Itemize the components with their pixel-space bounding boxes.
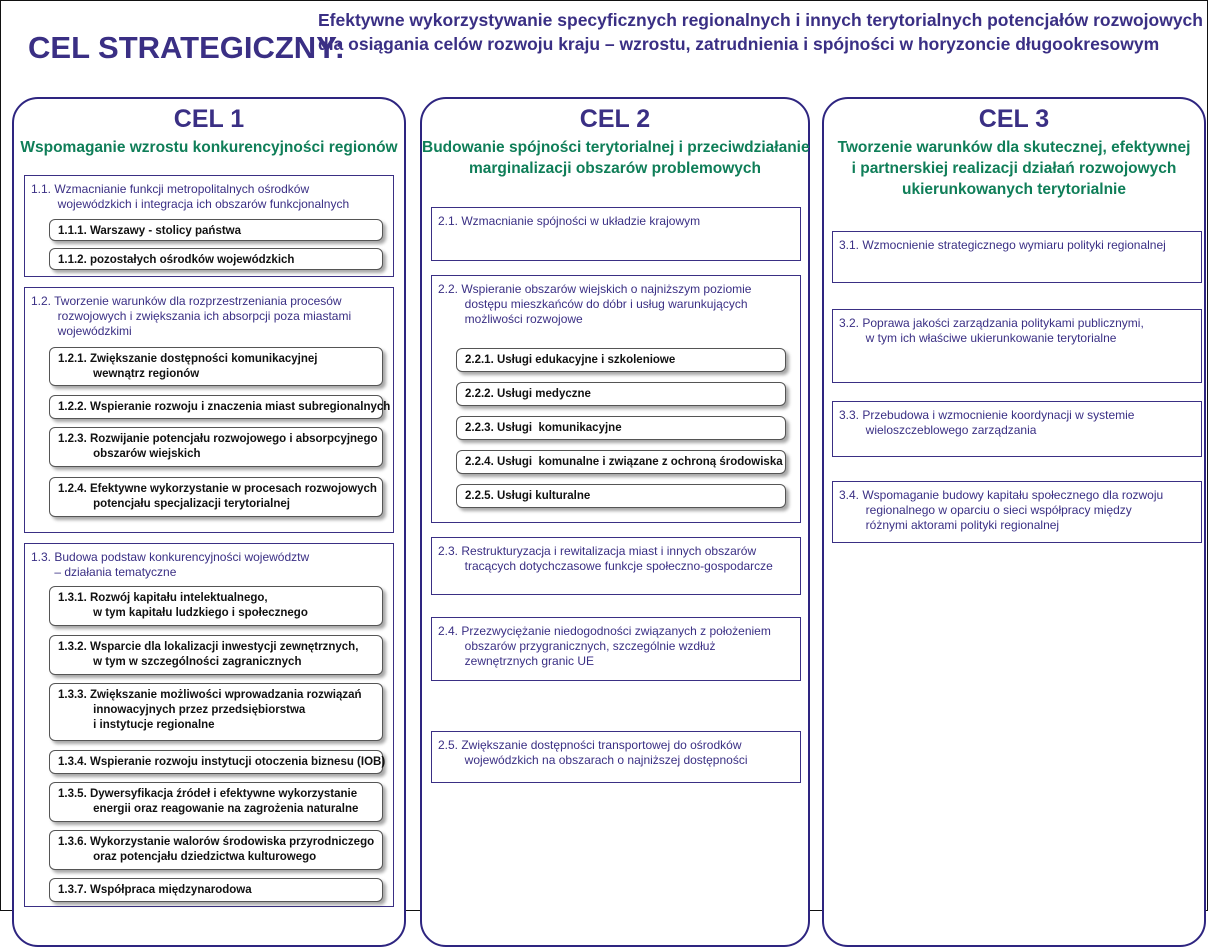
sub-goal-2-5 bbox=[431, 731, 801, 783]
sub-goal-text: 1.3. Budowa podstaw konkurencyjności województw – działania tematyczne bbox=[31, 550, 310, 579]
action-item-text: 1.2.4. Efektywne wykorzystanie w procesach rozwojowych potencjału specjalizacji terytorialnej bbox=[58, 483, 377, 510]
action-item-text: 1.2.3. Rozwijanie potencjału rozwojowego i absorpcyjnego obszarów wiejskich bbox=[58, 433, 378, 460]
action-item bbox=[49, 219, 383, 241]
action-item bbox=[456, 484, 786, 508]
sub-goal-text: 3.1. Wzmocnienie strategicznego wymiaru polityki regionalnej bbox=[839, 238, 1166, 252]
action-item-text: 1.3.3. Zwiększanie możliwości wprowadzania rozwiązań innowacyjnych przez przedsiębiorstwa i instytucje regionalne bbox=[58, 689, 362, 731]
sub-goal-text: 1.1. Wzmacnianie funkcji metropolitalnych ośrodków wojewódzkich i integracja ich obszarów funkcjonalnych bbox=[31, 182, 350, 211]
action-item bbox=[49, 878, 383, 902]
action-item bbox=[456, 450, 786, 474]
goal-column-1 bbox=[12, 97, 406, 947]
action-item-text: 1.2.1. Zwiększanie dostępności komunikacyjnej wewnątrz regionów bbox=[58, 353, 318, 380]
action-item bbox=[456, 416, 786, 440]
goal-column-3 bbox=[822, 97, 1206, 947]
action-item bbox=[49, 683, 383, 741]
sub-goal-text: 2.5. Zwiększanie dostępności transportowej do ośrodków wojewódzkich na obszarach o najniższej dostępności bbox=[438, 738, 748, 767]
action-item-text: 1.2.2. Wspieranie rozwoju i znaczenia miast subregionalnych bbox=[58, 401, 391, 413]
sub-goal-2-4 bbox=[431, 617, 801, 681]
action-item bbox=[456, 382, 786, 406]
goal-column-subtitle: Budowanie spójności terytorialnej i przeciwdziałanie marginalizacji obszarów problemowych bbox=[422, 139, 810, 177]
sub-goal-1-3 bbox=[24, 543, 394, 907]
goal-column-2 bbox=[420, 97, 810, 947]
strategic-goal-label: CEL STRATEGICZNY: bbox=[28, 30, 345, 65]
action-item bbox=[49, 782, 383, 822]
action-item-text: 1.3.6. Wykorzystanie walorów środowiska przyrodniczego oraz potencjału dziedzictwa kulturowego bbox=[58, 836, 375, 863]
action-item-text: 1.3.7. Współpraca międzynarodowa bbox=[58, 884, 252, 896]
action-item-text: 2.2.4. Usługi komunalne i związane z ochroną środowiska bbox=[465, 456, 783, 468]
sub-goal-2-2 bbox=[431, 275, 801, 523]
sub-goal-3-4 bbox=[832, 481, 1202, 543]
action-item bbox=[49, 347, 383, 386]
action-item-text: 1.1.1. Warszawy - stolicy państwa bbox=[58, 225, 242, 237]
sub-goal-text: 3.4. Wspomaganie budowy kapitału społecznego dla rozwoju regionalnego w oparciu o sieci współpracy między różnymi aktorami polityki regionalnej bbox=[839, 488, 1164, 532]
sub-goal-1-2 bbox=[24, 287, 394, 533]
sub-goal-text: 3.3. Przebudowa i wzmocnienie koordynacji w systemie wieloszczeblowego zarządzania bbox=[839, 408, 1135, 437]
strategic-goal-header bbox=[28, 8, 1208, 78]
action-item-text: 2.2.2. Usługi medyczne bbox=[465, 388, 591, 400]
action-item bbox=[49, 750, 386, 774]
action-item-text: 1.3.1. Rozwój kapitału intelektualnego, w tym kapitału ludzkiego i społecznego bbox=[58, 592, 308, 619]
goal-column-subtitle: Wspomaganie wzrostu konkurencyjności regionów bbox=[20, 139, 398, 156]
goal-column-title: CEL 3 bbox=[978, 105, 1050, 133]
sub-goal-text: 3.2. Poprawa jakości zarządzania politykami publicznymi, w tym ich właściwe ukierunkowanie terytorialne bbox=[839, 316, 1144, 345]
action-item-text: 1.3.2. Wsparcie dla lokalizacji inwestycji zewnętrznych, w tym w szczególności zagranicznych bbox=[58, 641, 359, 668]
sub-goal-text: 2.1. Wzmacnianie spójności w układzie krajowym bbox=[438, 214, 701, 228]
sub-goal-2-3 bbox=[431, 537, 801, 595]
strategic-goal-text: Efektywne wykorzystywanie specyficznych regionalnych i innych terytorialnych potencjałów rozwojowych dla osiągania celów rozwoju kraju – wzrostu, zatrudnienia i spójności w horyzoncie długookresowym bbox=[318, 10, 1203, 54]
sub-goal-text: 2.2. Wspieranie obszarów wiejskich o najniższym poziomie dostępu mieszkańców do dóbr i usług warunkujących możliwości rozwojowe bbox=[438, 282, 752, 326]
action-item bbox=[49, 635, 383, 675]
action-item-text: 2.2.5. Usługi kulturalne bbox=[465, 490, 591, 502]
sub-goal-2-1 bbox=[431, 207, 801, 261]
action-item-text: 2.2.3. Usługi komunikacyjne bbox=[465, 422, 622, 434]
action-item bbox=[49, 477, 383, 517]
sub-goal-3-2 bbox=[832, 309, 1202, 383]
sub-goal-text: 1.2. Tworzenie warunków dla rozprzestrzeniania procesów rozwojowych i zwiększania ich absorpcji poza miastami wojewódzkimi bbox=[31, 294, 352, 338]
action-item bbox=[49, 830, 383, 870]
sub-goal-1-1 bbox=[24, 175, 394, 277]
action-item bbox=[49, 395, 391, 419]
sub-goal-3-1 bbox=[832, 231, 1202, 283]
action-item-text: 1.1.2. pozostałych ośrodków wojewódzkich bbox=[58, 254, 295, 266]
action-item bbox=[49, 586, 383, 626]
action-item bbox=[49, 248, 383, 270]
goal-column-title: CEL 2 bbox=[579, 105, 651, 133]
goal-column-subtitle: Tworzenie warunków dla skutecznej, efektywnej i partnerskiej realizacji działań rozwojowych ukierunkowanych terytorialnie bbox=[837, 139, 1191, 198]
action-item bbox=[49, 427, 383, 467]
action-item-text: 1.3.4. Wspieranie rozwoju instytucji otoczenia biznesu (IOB) bbox=[58, 756, 386, 768]
action-item bbox=[456, 348, 786, 372]
sub-goal-text: 2.3. Restrukturyzacja i rewitalizacja miast i innych obszarów tracących dotychczasowe funkcje społeczno-gospodarcze bbox=[438, 544, 773, 573]
action-item-text: 2.2.1. Usługi edukacyjne i szkoleniowe bbox=[465, 354, 676, 366]
sub-goal-3-3 bbox=[832, 401, 1202, 457]
sub-goal-text: 2.4. Przezwyciężanie niedogodności związanych z położeniem obszarów przygranicznych, szczególnie wzdłuż zewnętrznych granic UE bbox=[438, 624, 771, 668]
goal-column-title: CEL 1 bbox=[173, 105, 245, 133]
action-item-text: 1.3.5. Dywersyfikacja źródeł i efektywne wykorzystanie energii oraz reagowanie na zagrożenia naturalne bbox=[58, 788, 359, 815]
